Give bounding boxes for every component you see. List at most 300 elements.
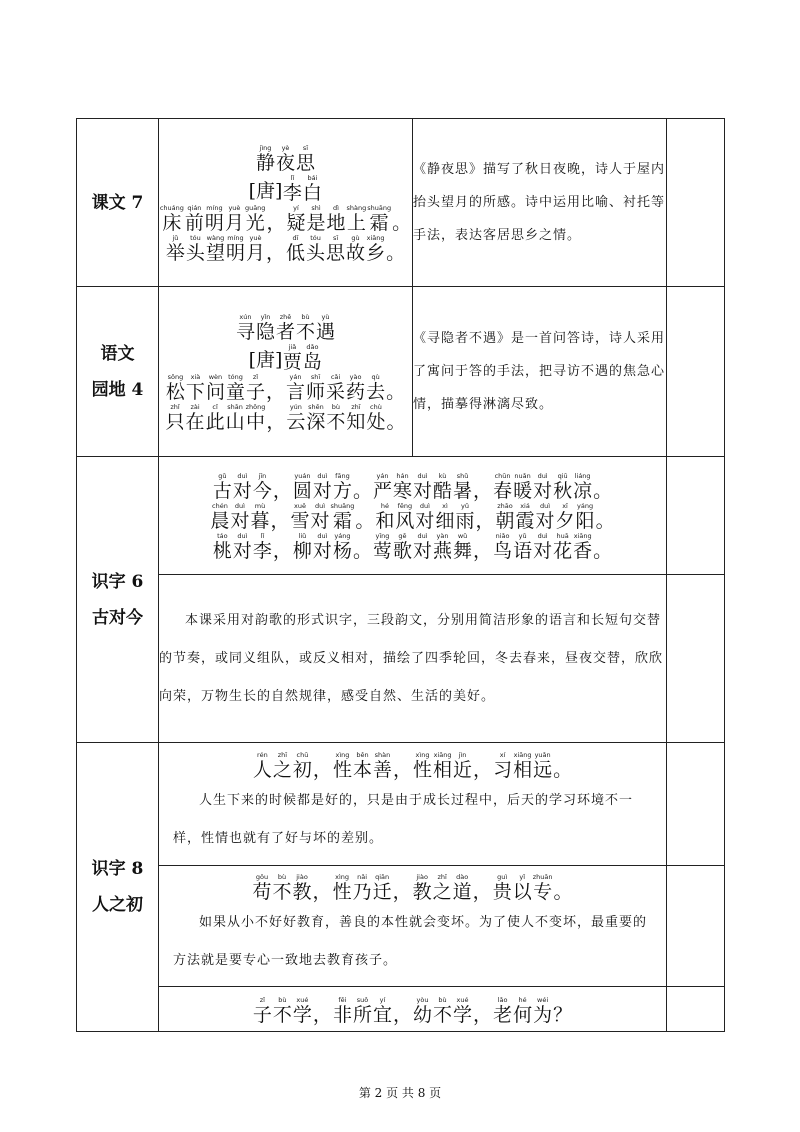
pinyin: gǔ [212,471,232,480]
pinyin: dào [452,873,472,881]
pinyin [393,996,412,1004]
pinyin: wèn [205,372,225,381]
hanzi-with-pinyin: 何hé [513,996,533,1026]
pinyin: chuáng [159,203,184,212]
pinyin [473,873,492,881]
pinyin: xí [493,751,513,759]
pinyin: liǔ [292,531,312,540]
hanzi-with-pinyin: 对duì [415,501,435,532]
pinyin [475,502,494,510]
hanzi-with-pinyin: 乡xiāng [366,233,386,264]
poem-cell [159,287,413,457]
page-footer: 第 2 页 共 8 页 [358,1086,442,1100]
pinyin: duì [312,471,332,480]
pinyin: duì [415,501,435,510]
pinyin: běn [352,751,372,759]
hanzi-with-pinyin: 子zǐ [245,372,265,403]
hanzi-with-pinyin: 香xiāng [573,531,593,562]
poem-line [159,235,412,263]
hanzi-with-pinyin: 。 [392,205,411,233]
pinyin: qiān [372,873,392,881]
pinyin: jǔ [165,233,185,242]
pinyin: yù [316,312,336,321]
pinyin: jīn [252,471,272,480]
pinyin: mù [250,501,270,510]
pinyin [353,532,372,540]
hanzi-with-pinyin: 杨yáng [332,531,352,562]
hanzi-with-pinyin: 凉liáng [573,471,593,502]
pinyin: qiū [553,471,573,480]
hanzi-with-pinyin: 所suǒ [352,996,372,1026]
pinyin: chén [210,501,230,510]
hanzi-with-pinyin: ， [393,752,412,780]
pinyin: shàn [372,751,392,759]
hanzi-with-pinyin: 老lǎo [493,996,513,1026]
pinyin: táo [212,531,232,540]
pinyin: qù [366,372,386,381]
pinyin: yáng [332,531,352,540]
hanzi-with-pinyin: 对duì [533,531,553,562]
hanzi-with-pinyin: 之zhī [272,751,292,781]
hanzi-with-pinyin: 山shān [225,402,245,433]
hanzi-with-pinyin: 宜yí [372,996,392,1026]
hanzi-with-pinyin: 对duì [312,531,332,562]
hanzi-with-pinyin: 不bù [272,873,292,903]
hanzi-with-pinyin: ， [473,752,492,780]
pinyin: jìn [453,751,473,759]
pinyin: hé [513,996,533,1004]
blank-cell [667,119,725,287]
hanzi-with-pinyin: 燕yàn [433,531,453,562]
pinyin [386,234,405,242]
pinyin: qián [184,203,204,212]
hanzi-with-pinyin: 床chuáng [159,203,184,234]
pinyin: zhuān [532,873,553,881]
blank-cell [667,457,725,575]
pinyin [266,234,285,242]
hanzi-with-pinyin: 疑yí [286,203,306,234]
pinyin: gǒu [252,873,272,881]
pinyin: bù [272,873,292,881]
pinyin: yí [372,996,392,1004]
hanzi-with-pinyin: 近jìn [453,751,473,781]
pinyin: liáng [573,471,593,480]
hanzi-with-pinyin: 松sōng [165,372,185,403]
poem-description: 《静夜思》描写了秋日夜晚，诗人于屋内抬头望月的所感。诗中运用比喻、衬托等手法，表达客居思乡之情。 [413,119,667,287]
hanzi-with-pinyin: 不bù [272,996,292,1026]
blank-cell [667,866,725,987]
hanzi-with-pinyin: 圆yuán [292,471,312,502]
verse-line [159,870,666,904]
author-name [282,175,322,203]
pinyin: cǎi [326,372,346,381]
poem-cell [159,119,413,287]
pinyin [386,373,405,381]
hanzi-with-pinyin: 霜shuāng [367,203,392,234]
hanzi-with-pinyin: 。 [593,533,612,561]
hanzi-with-pinyin: 细xì [435,501,455,532]
pinyin: yuè [245,233,265,242]
blank-cell [667,987,725,1032]
hanzi-with-pinyin: 在zài [185,402,205,433]
hanzi-with-pinyin: 对duì [310,501,330,532]
blank-cell [667,575,725,743]
hanzi-with-pinyin: 。 [355,503,374,531]
hanzi-with-pinyin: 桃táo [212,531,232,562]
pinyin [270,502,289,510]
hanzi-with-pinyin: ， [313,752,332,780]
pinyin: yè [275,143,295,152]
lesson-explanation: 本课采用对韵歌的形式识字，三段韵文，分别用简洁形象的语言和长短句交替的节奏，或同义组队，或反义相对，描绘了四季轮回，冬去春来，昼夜交替，欣欣向荣，万物生长的自然规律，感受自然、生活的美好。 [159,575,667,743]
hanzi-with-pinyin: 对duì [232,471,252,502]
hanzi-with-pinyin: 望wàng [205,233,225,264]
hanzi-with-pinyin: 去qù [366,372,386,403]
pinyin: xué [453,996,473,1004]
hanzi-with-pinyin: 为wéi [533,996,553,1026]
hanzi-with-pinyin: ， [393,997,412,1025]
pinyin: shuāng [367,203,392,212]
row-renzhichu-2 [77,866,725,987]
hanzi-with-pinyin: 善shàn [372,751,392,781]
hanzi-with-pinyin: 深shēn [306,402,326,433]
poem-line [159,374,412,402]
pinyin: tóng [225,372,245,381]
hanzi-with-pinyin: 非fēi [332,996,352,1026]
verse-block [159,866,667,987]
pinyin [313,751,332,759]
pinyin: cǐ [205,402,225,411]
pinyin [596,502,615,510]
pinyin [553,873,572,881]
row-label: 识字 8 人之初 [77,743,159,1032]
hanzi-with-pinyin: 远yuǎn [533,751,553,781]
pinyin [273,472,292,480]
hanzi-with-pinyin: 夜yè [275,143,295,174]
hanzi-with-pinyin: 人rén [252,751,272,781]
pinyin: niǎo [493,531,513,540]
hanzi-with-pinyin: 中zhōng [245,402,266,433]
pinyin: nuǎn [513,471,533,480]
hanzi-with-pinyin: 头tóu [306,233,326,264]
pinyin [593,472,612,480]
pinyin: zhī [272,751,292,759]
hanzi-with-pinyin: 前qián [184,203,204,234]
hanzi-with-pinyin: 下xià [185,372,205,403]
pinyin: yǔ [455,501,475,510]
pinyin: shàng [346,203,367,212]
pinyin: fāng [332,471,352,480]
hanzi-with-pinyin: 。 [386,374,405,402]
hanzi-with-pinyin: 不bù [296,312,316,343]
hanzi-with-pinyin: 遇yù [316,312,336,343]
pinyin: suǒ [352,996,372,1004]
pinyin: guāng [244,203,266,212]
pinyin: wǔ [453,531,473,540]
verse-line [159,993,666,1027]
hanzi-with-pinyin: 鸟niǎo [493,531,513,562]
pinyin [313,996,332,1004]
pinyin: zǐ [245,372,265,381]
hanzi-with-pinyin: ， [266,374,285,402]
hanzi-with-pinyin: 此cǐ [205,402,225,433]
hanzi-with-pinyin: 。 [553,752,572,780]
pinyin: dì [326,203,346,212]
pinyin [473,751,492,759]
hanzi-with-pinyin: ， [473,997,492,1025]
hanzi-with-pinyin: 贾jiǎ [282,342,302,373]
hanzi-with-pinyin: 静jìng [255,143,275,174]
hanzi-with-pinyin: 专zhuān [532,873,553,903]
pinyin: bù [296,312,315,321]
verse-block [159,987,667,1032]
hanzi-with-pinyin: ， [266,235,285,263]
hanzi-with-pinyin: ， [473,473,492,501]
hanzi-with-pinyin: 阳yáng [575,501,595,532]
row-jingyesi [77,119,725,287]
blank-cell [667,743,725,866]
pinyin [393,873,412,881]
pinyin: yáng [575,501,595,510]
hanzi-with-pinyin: 贵guì [492,873,512,903]
hanzi-with-pinyin: 雪xuě [290,501,310,532]
pinyin: lǎo [493,996,513,1004]
pinyin: zhǐ [165,402,185,411]
pinyin: yuán [292,471,312,480]
hanzi-with-pinyin: 童tóng [225,372,245,403]
row-xunyinzhe [77,287,725,457]
pinyin: rén [252,751,272,759]
pinyin: chù [366,402,386,411]
pinyin: chūn [493,471,513,480]
pinyin [266,373,285,381]
verse-line [159,473,666,501]
hanzi-with-pinyin: 思sī [326,233,346,264]
author-name [282,344,322,372]
pinyin: bù [326,402,346,411]
pinyin: zǐ [252,996,272,1004]
hanzi-with-pinyin: 低dī [286,233,306,264]
verse-explanation: 人生下来的时候都是好的，只是由于成长过程中，后天的学习环境不一样，性情也就有了好与坏的差别。 [173,793,634,846]
pinyin [392,204,411,212]
hanzi-with-pinyin: 暮mù [250,501,270,532]
row-guduijin-prose [77,575,725,743]
hanzi-with-pinyin: 处chù [366,402,386,433]
hanzi-with-pinyin: 是shì [306,203,326,234]
hanzi-with-pinyin: 言yán [286,372,306,403]
hanzi-with-pinyin: 霞xiá [515,501,535,532]
pinyin: duì [232,531,252,540]
pinyin: wàng [205,233,225,242]
hanzi-with-pinyin: 不bù [326,402,346,433]
hanzi-with-pinyin: 对duì [230,501,250,532]
hanzi-with-pinyin: 乃nǎi [352,873,372,903]
hanzi-with-pinyin: 方fāng [332,471,352,502]
verse-line [159,503,666,531]
pinyin: lǐ [252,531,272,540]
pinyin: zài [185,402,205,411]
hanzi-with-pinyin: 相xiāng [513,751,533,781]
pinyin: huā [553,531,573,540]
hanzi-with-pinyin: 岛dǎo [302,342,322,373]
pinyin: shī [306,372,326,381]
dynasty: [唐] [248,348,283,371]
pinyin: xiāng [513,751,533,759]
pinyin: shēn [306,402,326,411]
hanzi-with-pinyin: 不bù [433,996,453,1026]
pinyin: wéi [533,996,553,1004]
hanzi-with-pinyin: 晨chén [210,501,230,532]
pinyin: gù [346,233,366,242]
pinyin: xìng [413,751,432,759]
pinyin: yí [286,203,306,212]
hanzi-with-pinyin: ， [393,874,412,902]
hanzi-with-pinyin: 药yào [346,372,366,403]
row-label: 语文 园地 4 [77,287,159,457]
pinyin: kù [433,471,453,480]
hanzi-with-pinyin: 舞wǔ [453,531,473,562]
pinyin [473,532,492,540]
pinyin: sī [326,233,346,242]
pinyin [266,403,285,411]
hanzi-with-pinyin: 。 [553,874,572,902]
hanzi-with-pinyin: ， [266,205,285,233]
pinyin: jiǎ [282,342,302,351]
hanzi-with-pinyin: 雨yǔ [455,501,475,532]
hanzi-with-pinyin: 花huā [553,531,573,562]
hanzi-with-pinyin: ， [266,404,285,432]
pinyin: gē [392,531,412,540]
pinyin: duì [232,471,252,480]
hanzi-with-pinyin: 白bái [302,173,322,204]
pinyin: jiào [412,873,432,881]
pinyin: yǐ [512,873,532,881]
hanzi-with-pinyin: 性xìng [332,751,352,781]
hanzi-with-pinyin: 举jǔ [165,233,185,264]
hanzi-with-pinyin: 朝zhāo [495,501,515,532]
hanzi-with-pinyin: 隐yǐn [255,312,275,343]
pinyin: duì [310,501,330,510]
pinyin: zhī [346,402,366,411]
pinyin [313,873,332,881]
hanzi-with-pinyin: 莺yīng [372,531,392,562]
hanzi-with-pinyin: 。 [593,473,612,501]
hanzi-with-pinyin: ？ [553,997,572,1025]
pinyin: sī [296,143,316,152]
hanzi-with-pinyin: ， [313,874,332,902]
pinyin: yán [372,471,392,480]
pinyin [553,996,572,1004]
hanzi-with-pinyin: ， [473,874,492,902]
pinyin: yīng [372,531,392,540]
hanzi-with-pinyin: 思sī [296,143,316,174]
hanzi-with-pinyin: ， [313,997,332,1025]
hanzi-with-pinyin: 李lǐ [282,173,302,204]
pinyin: yǔ [513,531,533,540]
pinyin: shān [225,402,245,411]
pinyin: bái [302,173,322,182]
hanzi-with-pinyin: 今jīn [252,471,272,502]
hanzi-with-pinyin: 道dào [452,873,472,903]
pinyin: yǐn [255,312,275,321]
hanzi-with-pinyin: 对duì [232,531,252,562]
hanzi-with-pinyin: 。 [353,533,372,561]
pinyin [393,751,412,759]
poem-line [159,205,412,233]
hanzi-with-pinyin: 初chū [292,751,312,781]
pinyin: xìng [332,873,352,881]
hanzi-with-pinyin: 酷kù [433,471,453,502]
hanzi-with-pinyin: 风fēng [395,501,415,532]
hanzi-with-pinyin: ， [270,503,289,531]
hanzi-with-pinyin: 对duì [413,531,433,562]
pinyin: xìng [332,751,352,759]
hanzi-with-pinyin: 。 [353,473,372,501]
pinyin [473,472,492,480]
pinyin: xiāng [573,531,593,540]
hanzi-with-pinyin: 月yuè [224,203,244,234]
pinyin: xiāng [433,751,453,759]
pinyin: xiāng [366,233,386,242]
hanzi-with-pinyin: 学xué [292,996,312,1026]
verse-explanation: 如果从小不好好教育，善良的本性就会变坏。为了使人不变坏，最重要的方法就是要专心一致地去教育孩子。 [173,915,648,968]
pinyin: bù [433,996,453,1004]
hanzi-with-pinyin: 教jiào [412,873,432,903]
hanzi-with-pinyin: 对duì [535,501,555,532]
hanzi-with-pinyin: 之zhī [432,873,452,903]
pinyin: xuě [290,501,310,510]
pinyin: yòu [413,996,433,1004]
hanzi-with-pinyin: 本běn [352,751,372,781]
hanzi-with-pinyin: 暑shǔ [453,471,473,502]
hanzi-with-pinyin: 者zhě [275,312,295,343]
hanzi-with-pinyin: 。 [386,404,405,432]
lesson-table [76,118,725,1032]
pinyin: zhī [432,873,452,881]
hanzi-with-pinyin: 和hé [375,501,395,532]
hanzi-with-pinyin: 性xìng [332,873,352,903]
hanzi-with-pinyin: 苟gǒu [252,873,272,903]
hanzi-with-pinyin: ， [273,533,292,561]
hanzi-with-pinyin: 霜shuāng [330,501,355,532]
pinyin: xì [435,501,455,510]
poem-description: 《寻隐者不遇》是一首问答诗，诗人采用了寓问于答的手法，把寻访不遇的焦急心情，描摹得淋漓尽致。 [413,287,667,457]
hanzi-with-pinyin: 春chūn [493,471,513,502]
pinyin: guì [492,873,512,881]
pinyin: tóu [185,233,205,242]
hanzi-with-pinyin: 以yǐ [512,873,532,903]
hanzi-with-pinyin: 头tóu [185,233,205,264]
pinyin: hé [375,501,395,510]
pinyin: xià [185,372,205,381]
pinyin: míng [225,233,245,242]
pinyin: yún [286,402,306,411]
hanzi-with-pinyin: 问wèn [205,372,225,403]
pinyin: tóu [306,233,326,242]
hanzi-with-pinyin: ， [273,473,292,501]
poem-title [159,145,412,173]
pinyin: yào [346,372,366,381]
hanzi-with-pinyin: 知zhī [346,402,366,433]
poem-line [159,404,412,432]
pinyin: duì [230,501,250,510]
pinyin: duì [312,531,332,540]
pinyin: fēng [395,501,415,510]
pinyin: shuāng [330,501,355,510]
hanzi-with-pinyin: 语yǔ [513,531,533,562]
hanzi-with-pinyin: 秋qiū [553,471,573,502]
row-guduijin-verse [77,457,725,575]
pinyin: zhě [275,312,295,321]
